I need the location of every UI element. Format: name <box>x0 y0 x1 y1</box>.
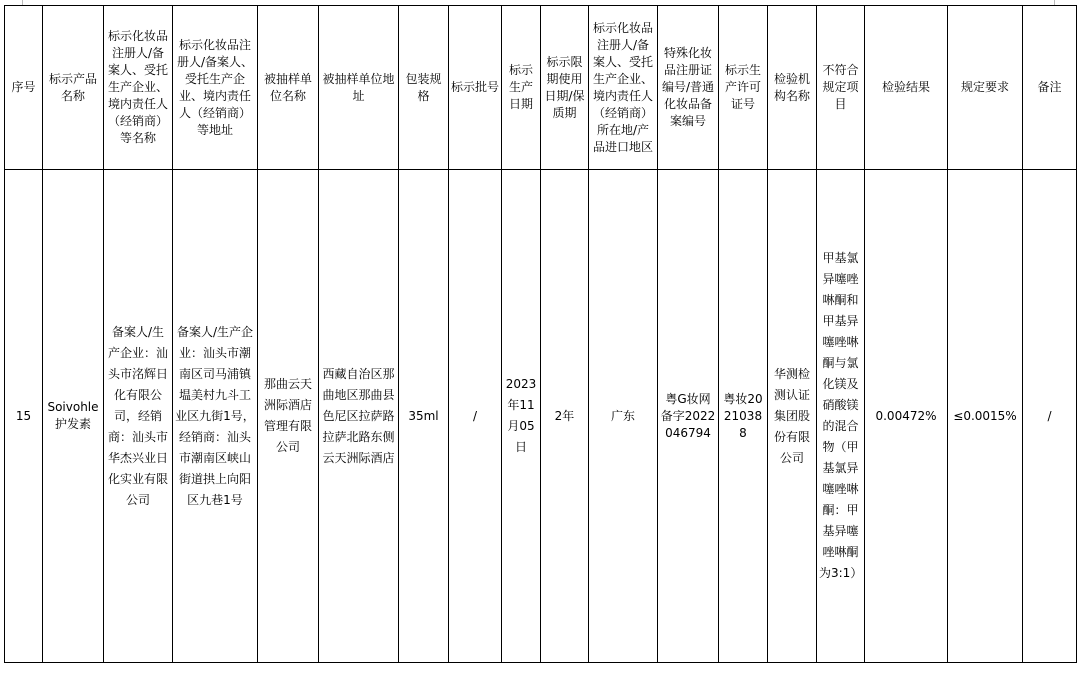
header-registrant-address: 标示化妆品注册人/备案人、受托生产企业、境内责任人（经销商）等地址 <box>173 6 258 170</box>
header-production-license: 标示生产许可证号 <box>719 6 768 170</box>
cell-product-name: Soivohle护发素 <box>43 170 104 663</box>
cell-inspection-result: 0.00472% <box>865 170 948 663</box>
cell-production-date: 2023年11月05日 <box>502 170 541 663</box>
cell-requirement: ≤0.0015% <box>948 170 1023 663</box>
header-batch-number: 标示批号 <box>449 6 502 170</box>
cell-nonconforming-item: 甲基氯异噻唑啉酮和甲基异噻唑啉酮与氯化镁及硝酸镁的混合物（甲基氯异噻唑啉酮：甲基异噻唑啉酮为3:1） <box>817 170 865 663</box>
header-requirement: 规定要求 <box>948 6 1023 170</box>
table-row <box>5 170 1077 663</box>
cell-sampled-unit-address: 西藏自治区那曲地区那曲县色尼区拉萨路拉萨北路东侧云天洲际酒店 <box>319 170 399 663</box>
header-package-spec: 包装规格 <box>399 6 449 170</box>
cell-registrant-name: 备案人/生产企业：汕头市洺辉日化有限公司，经销商：汕头市华杰兴业日化实业有限公司 <box>104 170 173 663</box>
header-inspection-agency: 检验机构名称 <box>768 6 817 170</box>
header-sampled-unit-name: 被抽样单位名称 <box>258 6 319 170</box>
inspection-results-table <box>4 5 1077 663</box>
cell-inspection-agency: 华测检测认证集团股份有限公司 <box>768 170 817 663</box>
cell-serial-number: 15 <box>5 170 43 663</box>
header-shelf-life: 标示限期使用日期/保质期 <box>541 6 589 170</box>
header-production-date: 标示生产日期 <box>502 6 541 170</box>
header-product-name: 标示产品名称 <box>43 6 104 170</box>
cell-origin-region: 广东 <box>589 170 658 663</box>
cell-batch-number: / <box>449 170 502 663</box>
header-inspection-result: 检验结果 <box>865 6 948 170</box>
header-remarks: 备注 <box>1023 6 1077 170</box>
cell-sampled-unit-name: 那曲云天洲际酒店管理有限公司 <box>258 170 319 663</box>
table-header-row <box>5 6 1077 170</box>
cell-shelf-life: 2年 <box>541 170 589 663</box>
header-registration-number: 特殊化妆品注册证编号/普通化妆品备案编号 <box>658 6 719 170</box>
cell-package-spec: 35ml <box>399 170 449 663</box>
cell-remarks: / <box>1023 170 1077 663</box>
cell-registration-number: 粤G妆网备字2022046794 <box>658 170 719 663</box>
header-registrant-name: 标示化妆品注册人/备案人、受托生产企业、境内责任人（经销商）等名称 <box>104 6 173 170</box>
cell-production-license: 粤妆20210388 <box>719 170 768 663</box>
cell-registrant-address: 备案人/生产企业：汕头市潮南区司马浦镇塭美村九斗工业区九街1号，经销商：汕头市潮南区峡山街道拱上向阳区九巷1号 <box>173 170 258 663</box>
header-serial-number: 序号 <box>5 6 43 170</box>
header-origin-region: 标示化妆品注册人/备案人、受托生产企业、境内责任人（经销商）所在地/产品进口地区 <box>589 6 658 170</box>
header-nonconforming-item: 不符合规定项目 <box>817 6 865 170</box>
header-sampled-unit-address: 被抽样单位地址 <box>319 6 399 170</box>
